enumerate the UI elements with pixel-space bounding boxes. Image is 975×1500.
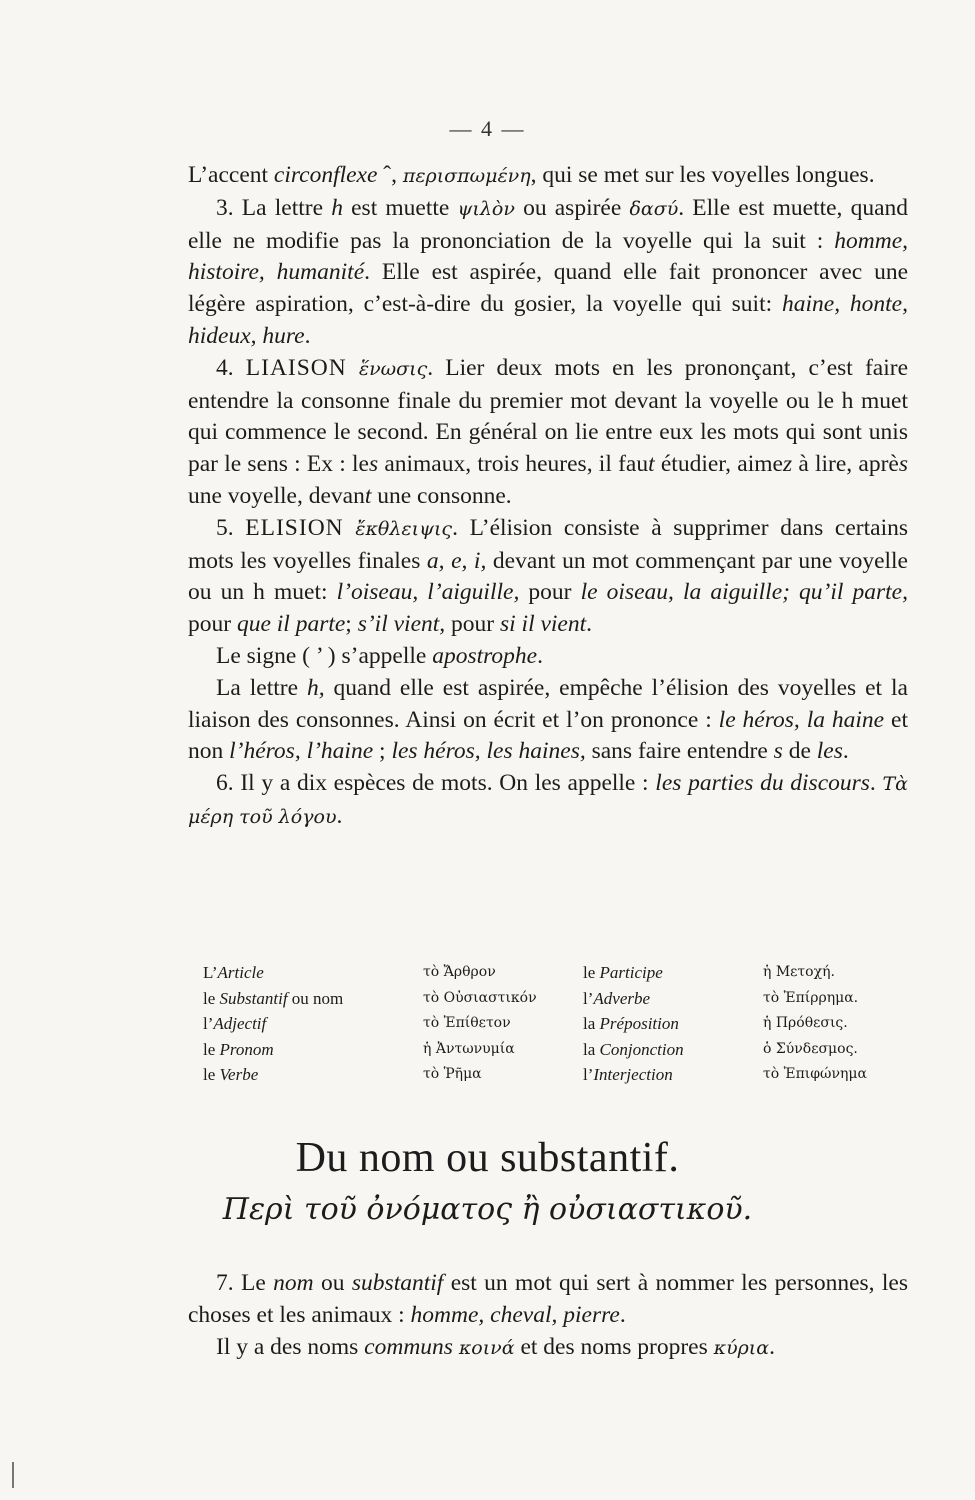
text-run: et non (188, 706, 909, 765)
text-run: L’accent (188, 162, 274, 188)
article-word: le (203, 988, 220, 1008)
text-run: . (769, 1333, 775, 1360)
parts-of-speech-table (203, 960, 903, 1088)
table-cell (763, 986, 903, 1012)
article-word: le (583, 963, 600, 982)
italic-run: communs (364, 1333, 453, 1360)
text-run: ; (345, 611, 358, 638)
italic-run: les (816, 738, 843, 765)
italic-run: h (331, 194, 343, 221)
part-name-french: Préposition (599, 1014, 679, 1033)
greek-term: ψιλὸν (457, 197, 515, 220)
italic-run: si il vient (499, 611, 587, 638)
section-keyword: ELISION (245, 514, 344, 541)
text-run: heures, il fau (519, 451, 649, 478)
part-name-french: Pronom (219, 1039, 274, 1059)
parts-of-speech-row (203, 1011, 903, 1037)
paragraph-3-letter-h (188, 193, 908, 353)
table-cell (203, 1037, 423, 1063)
parts-of-speech-row (203, 1062, 903, 1088)
paragraph-4-liaison (188, 353, 908, 513)
part-name-greek: τὸ Ἄρθρον (423, 964, 496, 980)
italic-run: t (364, 482, 372, 509)
italic-run: les héros, les haines, (391, 738, 586, 765)
table-cell (763, 1062, 903, 1088)
greek-term: Τὰ μέρη τοῦ λόγου (188, 773, 909, 828)
paragraph-circumflex (188, 160, 908, 193)
section-title-greek: Περὶ τοῦ ὀνόματος ἢ οὐσιαστικοῦ. (222, 1192, 753, 1227)
table-cell (423, 960, 583, 986)
part-name-french: Interjection (593, 1065, 673, 1084)
article-word: l’ (203, 1014, 214, 1033)
part-name-french: Substantif (219, 988, 288, 1008)
text-run: 6. Il y a dix espèces de mots. On les appelle : (216, 770, 656, 797)
text-run: . L’élision consiste à supprimer dans certains mots les voyelles finales (188, 514, 909, 574)
text-run: Il y a des noms (216, 1333, 365, 1360)
text-run: ou (313, 1270, 352, 1296)
italic-run: t (648, 451, 655, 478)
text-run: . Lier deux mots en les prononçant, c’est faire entendre la consonne finale du premier mot devant la voyelle ou le h muet qui commence le second. En général on lie entre eux les mots qui sont unis par le sens : Ex : le (188, 354, 908, 478)
italic-run: s (509, 451, 520, 478)
italic-run: h, (306, 674, 325, 701)
part-name-greek: τὸ Οὐσιαστικόν (423, 989, 537, 1006)
part-name-greek: ἡ Μετοχή. (763, 964, 835, 980)
margin-mark (12, 1462, 14, 1488)
text-run: . Elle est muette, quand elle ne modifie pas la prononciation de la voyelle qui la suit : (188, 194, 908, 254)
italic-run: substantif (351, 1270, 444, 1296)
text-run: , qui se met sur les voyelles longues. (530, 162, 875, 188)
italic-run: s (773, 738, 783, 765)
italic-run: le héros, la haine (718, 706, 885, 733)
table-cell (423, 1037, 583, 1063)
text-run: ou aspirée (514, 194, 630, 221)
article-word: l’ (583, 1065, 594, 1084)
italic-run: homme, cheval, pierre (410, 1301, 620, 1328)
paragraph-7-noun (188, 1268, 908, 1332)
body-text (188, 160, 908, 834)
text-run: La lettre (216, 674, 307, 701)
part-name-french: Verbe (219, 1065, 259, 1084)
table-cell (203, 986, 423, 1012)
text-run: étudier, aime (654, 451, 783, 478)
italic-run: l’héros, l’haine (229, 738, 374, 765)
text-run: ˆ, (377, 162, 403, 188)
article-word: le (203, 1039, 220, 1059)
part-name-greek: ἡ Ἀντωνυμία (423, 1040, 515, 1057)
text-run (347, 355, 359, 381)
text-run: . (619, 1301, 626, 1328)
table-cell (763, 960, 903, 986)
text-run: une consonne. (371, 482, 512, 509)
table-cell (423, 1062, 583, 1088)
parts-of-speech-row (203, 960, 903, 986)
italic-run: haine, honte, hideux, hure (188, 291, 908, 349)
table-cell (763, 1037, 903, 1063)
article-word: le (203, 1065, 220, 1084)
parts-of-speech-row (203, 986, 903, 1012)
italic-run: le oiseau, la aiguille; qu’il parte, (580, 579, 908, 606)
part-name-greek: τὸ Ἐπίρρημα. (763, 989, 859, 1006)
table-cell (763, 1011, 903, 1037)
part-name-french: Adverbe (593, 988, 651, 1008)
table-cell (203, 1062, 423, 1088)
italic-run: circonflexe (273, 162, 378, 188)
part-name-greek: ὁ Σύνδεσμος. (763, 1040, 858, 1057)
text-run: quand elle est aspirée, empêche l’élision des voyelles et la liaison des consonnes. Ainsi on écrit et l’on prononce : (188, 674, 908, 733)
text-run: 3. La lettre (216, 194, 332, 221)
text-run: Le signe ( ’ ) s’appelle (216, 642, 433, 669)
table-cell (203, 960, 423, 986)
text-run: pour (188, 611, 237, 638)
text-run: . (336, 802, 343, 829)
italic-run: l’oiseau, l’aiguille, (336, 579, 520, 606)
paragraph-6-parts-of-speech (188, 768, 908, 834)
part-name-greek: τὸ Ῥῆμα (423, 1066, 482, 1082)
section-keyword: LIAISON (245, 354, 347, 381)
italic-run: s’il vient, (357, 611, 446, 638)
greek-term: περισπωμένη (402, 165, 531, 187)
text-run: 5. (216, 514, 246, 541)
greek-term: κύρια (713, 1336, 770, 1359)
parts-of-speech-row (203, 1037, 903, 1063)
part-name-french: Article (217, 963, 264, 982)
text-run: ; (373, 738, 392, 765)
greek-term: κοινά (458, 1336, 515, 1359)
table-cell (583, 1011, 763, 1037)
text-run: est un mot qui sert à nommer les personnes, les choses et les animaux : (188, 1270, 908, 1328)
italic-run: homme, histoire, humanité (188, 227, 908, 286)
italic-run: s (898, 451, 909, 478)
text-run: est muette (342, 194, 458, 221)
paragraph-5-elision (188, 513, 908, 641)
italic-run: les parties du discours (655, 770, 870, 797)
text-run: . (537, 642, 543, 669)
section-title-french: Du nom ou substantif. (295, 1135, 680, 1181)
italic-run: nom (273, 1270, 314, 1296)
article-word: L’ (203, 963, 218, 982)
text-run: devant un mot commençant par une voyelle ou un h muet: (188, 547, 908, 606)
part-name-french: Conjonction (599, 1039, 684, 1059)
italic-run: que il parte (236, 611, 346, 638)
text-run: et des noms propres (514, 1333, 714, 1360)
text-run: une voyelle, devan (188, 482, 365, 509)
part-name-note: ou nom (287, 988, 344, 1008)
text-run: 7. Le (216, 1270, 274, 1296)
greek-term: ἕνωσις (358, 357, 428, 380)
text-run: 4. (216, 354, 246, 381)
section-text (188, 1268, 908, 1364)
text-run: pour (445, 611, 500, 638)
text-run (344, 515, 356, 541)
paragraph-apostrophe (188, 641, 908, 673)
table-cell (583, 960, 763, 986)
text-run: . Elle est aspirée, quand elle fait prononcer avec une légère aspiration, c’est-à-dire du gosier, la voyelle qui suit: (188, 259, 908, 318)
page-number: — 4 — (449, 116, 526, 141)
text-run: . (304, 322, 311, 349)
article-word: la (583, 1014, 600, 1033)
italic-run: a, e, i, (426, 547, 487, 574)
part-name-greek: ἡ Πρόθεσις. (763, 1015, 848, 1031)
text-run: . (586, 611, 593, 638)
table-cell (583, 1062, 763, 1088)
text-run: pour (519, 579, 581, 606)
table-cell (203, 1011, 423, 1037)
greek-term: ἔκθλειψις (355, 517, 453, 540)
text-run: sans faire entendre (585, 738, 774, 765)
article-word: la (583, 1039, 600, 1059)
table-cell (583, 1037, 763, 1063)
table-cell (583, 986, 763, 1012)
italic-run: apostrophe (432, 642, 538, 669)
table-cell (423, 1011, 583, 1037)
paragraph-common-proper-nouns (188, 1332, 908, 1365)
text-run: . (842, 738, 849, 765)
text-run: animaux, troi (378, 451, 510, 478)
greek-term: δασύ (629, 197, 679, 220)
italic-run: s (368, 451, 379, 478)
part-name-greek: τὸ Ἐπιφώνημα (763, 1066, 867, 1082)
text-run: à lire, aprè (792, 451, 899, 478)
text-run: de (782, 738, 817, 765)
part-name-french: Adjectif (213, 1014, 267, 1033)
paragraph-aspirated-h (188, 673, 908, 768)
part-name-french: Participe (599, 963, 663, 982)
text-run: . (869, 770, 883, 797)
italic-run: z (782, 451, 793, 478)
table-cell (423, 986, 583, 1012)
part-name-greek: τὸ Ἐπίθετον (423, 1015, 511, 1031)
article-word: l’ (583, 988, 594, 1008)
